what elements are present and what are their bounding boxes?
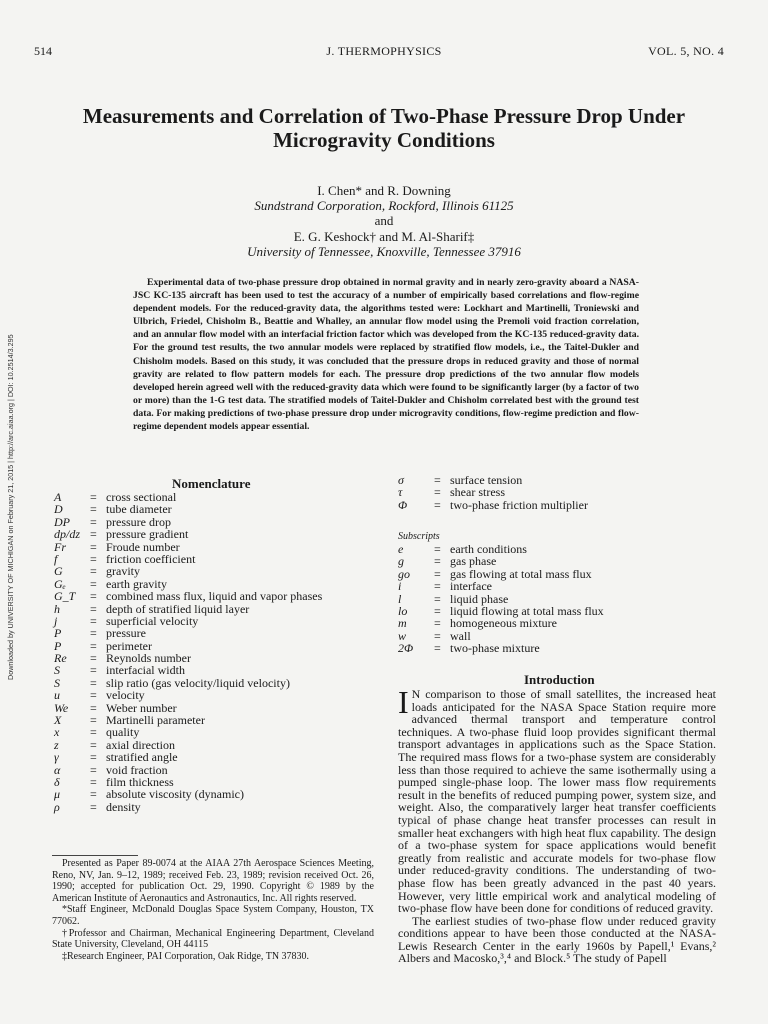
nomenclature-definition: wall (450, 628, 471, 643)
nomenclature-symbol: α (54, 762, 61, 777)
nomenclature-row (398, 486, 738, 498)
nomenclature-definition: Weber number (106, 700, 177, 715)
equals-sign: = (90, 551, 97, 566)
nomenclature-symbol: g (398, 554, 404, 569)
affiliation-1: Sundstrand Corporation, Rockford, Illinois 61125 (254, 198, 514, 213)
nomenclature-row (54, 714, 354, 726)
nomenclature-definition: gravity (106, 564, 140, 579)
affiliation-2: University of Tennessee, Knoxville, Tennessee 37916 (247, 244, 521, 259)
nomenclature-row (54, 640, 354, 652)
nomenclature-row (54, 541, 354, 553)
nomenclature-definition: interface (450, 579, 492, 594)
subscripts-list (398, 543, 738, 655)
nomenclature-symbol: e (398, 542, 404, 556)
nomenclature-row (398, 499, 738, 511)
equals-sign: = (90, 750, 97, 765)
nomenclature-row (54, 739, 354, 751)
volume-number: VOL. 5, NO. 4 (648, 44, 724, 58)
nomenclature-definition: homogeneous mixture (450, 616, 557, 631)
subscripts-heading: Subscripts (398, 531, 440, 542)
nomenclature-definition: pressure drop (106, 514, 171, 529)
nomenclature-symbol: lo (398, 603, 408, 618)
nomenclature-definition: liquid flowing at total mass flux (450, 603, 604, 618)
nomenclature-symbol: G_T (54, 589, 76, 604)
nomenclature-row (398, 580, 738, 592)
nomenclature-list-left (54, 491, 354, 813)
download-sidebar (6, 300, 20, 680)
equals-sign: = (90, 675, 97, 690)
footnote-author-1: *Staff Engineer, McDonald Douglas Space System Company, Houston, TX 77062. (52, 904, 374, 927)
nomenclature-symbol: x (54, 725, 60, 740)
equals-sign: = (434, 542, 441, 556)
nomenclature-symbol: δ (54, 774, 60, 789)
nomenclature-symbol: ρ (54, 799, 60, 814)
nomenclature-definition: axial direction (106, 737, 175, 752)
equals-sign: = (90, 601, 97, 616)
nomenclature-symbol: z (54, 737, 59, 752)
nomenclature-symbol: γ (54, 750, 59, 765)
nomenclature-row (54, 590, 354, 602)
nomenclature-definition: earth conditions (450, 542, 527, 556)
intro-paragraph-1-text: N comparison to those of small satellites, the increased heat loads anticipated for the NASA Space Station require more advanced thermal transport and temperature control techniques. A two-phase fluid loop provides significant thermal transport advantages in applications such as the Space Station. The required mass flows for a two-phase system are considerably less than those required to achieve the same isothermally using a pumped single-phase loop. The lower mass flow requirements result in the benefits of reduced pumping power, system size, and weight. Also, the comparatively larger heat transfer coefficients typical of phase change heat transfer processes can result in smaller heat exchangers with high heat flux capability. The design of a two-phase system for space applications would benefit greatly from realistic and accurate models for two-phase flow under reduced-gravity conditions. The understanding of two-phase flow has been greatly advanced in the past 40 years. However, very little empirical work and analytical modeling of two-phase flow have been done for conditions of reduced gravity. (398, 687, 716, 916)
nomenclature-row (398, 617, 738, 629)
nomenclature-definition: liquid phase (450, 591, 509, 606)
equals-sign: = (434, 603, 441, 618)
abstract: Experimental data of two-phase pressure drop obtained in normal gravity and in nearly zero-gravity aboard a NASA-JSC KC-135 aircraft has been used to test the accuracy of a number of empirically based correlations and flow-regime dependent models. For the reduced-gravity data, the algorithms tested were: Lockhart and Martinelli, Troniewski and Ulbrich, Friedel, Chisholm B., Beattie and Whalley, an annular flow model using the Premoli void fraction correlation, and an annular flow model with an interfacial friction factor which was developed from the KC-135 reduced-gravity data. For the ground test results, the two annular models were replaced by stratified flow models, i.e., the Taitel-Dukler and Chisholm models. Based on this study, it was concluded that the pressure drops in reduced gravity and those of normal gravity are related to flow pattern models for each. The pressure drop predictions of the two annular flow models developed herein agreed well with the reduced-gravity data which were found to be significantly larger (by a factor of two or more) than the 1-G test data. The stratified models of Taitel-Dukler and Chisholm correlated best with the ground test data. For making predictions of two-phase pressure drop under microgravity conditions, flow-regime prediction and flow-regime dependent models appear essential. (133, 277, 639, 433)
authors-line-1: I. Chen* and R. Downing (317, 183, 451, 198)
nomenclature-symbol: f (54, 551, 58, 566)
nomenclature-symbol: u (54, 688, 60, 703)
nomenclature-definition: Martinelli parameter (106, 713, 205, 728)
nomenclature-definition: two-phase mixture (450, 641, 540, 656)
nomenclature-definition: shear stress (450, 485, 505, 500)
nomenclature-definition: depth of stratified liquid layer (106, 601, 250, 616)
equals-sign: = (90, 688, 97, 703)
nomenclature-definition: combined mass flux, liquid and vapor phases (106, 589, 323, 604)
footnotes (52, 858, 374, 962)
nomenclature-definition: two-phase friction multiplier (450, 497, 588, 512)
nomenclature-row (54, 652, 354, 664)
nomenclature-symbol: Gₑ (54, 576, 66, 591)
equals-sign: = (434, 554, 441, 569)
introduction-body (398, 684, 716, 966)
nomenclature-definition: Reynolds number (106, 651, 191, 666)
nomenclature-symbol: dp/dz (54, 527, 81, 542)
nomenclature-definition: pressure gradient (106, 527, 189, 542)
equals-sign: = (90, 638, 97, 653)
nomenclature-row (398, 630, 738, 642)
nomenclature-row (54, 516, 354, 528)
equals-sign: = (90, 700, 97, 715)
nomenclature-row (54, 491, 354, 503)
equals-sign: = (434, 485, 441, 500)
nomenclature-symbol: A (54, 490, 62, 504)
equals-sign: = (90, 713, 97, 728)
nomenclature-row (54, 615, 354, 627)
equals-sign: = (90, 725, 97, 740)
page-number: 514 (34, 44, 52, 58)
nomenclature-symbol: We (54, 700, 69, 715)
nomenclature-definition: cross sectional (106, 490, 177, 504)
equals-sign: = (90, 527, 97, 542)
equals-sign: = (90, 626, 97, 641)
introduction-heading: Introduction (524, 672, 595, 687)
nomenclature-definition: surface tension (450, 473, 523, 487)
equals-sign: = (90, 799, 97, 814)
nomenclature-symbol: S (54, 663, 60, 678)
download-notice: Downloaded by UNIVERSITY OF MICHIGAN on February 21, 2015 | http://arc.aiaa.org | DOI: 10.2514/3.295 (6, 334, 15, 680)
nomenclature-row (54, 528, 354, 540)
nomenclature-list-right (398, 474, 738, 511)
nomenclature-symbol: σ (398, 473, 404, 487)
nomenclature-definition: interfacial width (106, 663, 185, 678)
nomenclature-row (54, 603, 354, 615)
equals-sign: = (90, 514, 97, 529)
equals-sign: = (90, 564, 97, 579)
nomenclature-symbol: D (54, 502, 63, 517)
equals-sign: = (90, 576, 97, 591)
equals-sign: = (90, 539, 97, 554)
footnote-author-3: ‡Research Engineer, PAI Corporation, Oak Ridge, TN 37830. (62, 950, 310, 962)
equals-sign: = (90, 589, 97, 604)
nomenclature-row (398, 474, 738, 486)
equals-sign: = (90, 787, 97, 802)
authors-and: and (374, 213, 394, 228)
nomenclature-row (54, 751, 354, 763)
nomenclature-definition: quality (106, 725, 140, 740)
nomenclature-symbol: X (54, 713, 62, 728)
equals-sign: = (434, 616, 441, 631)
nomenclature-row (54, 565, 354, 577)
nomenclature-definition: gas phase (450, 554, 497, 569)
nomenclature-definition: pressure (106, 626, 146, 641)
nomenclature-definition: gas flowing at total mass flux (450, 566, 592, 581)
nomenclature-symbol: go (398, 566, 410, 581)
nomenclature-row (398, 605, 738, 617)
nomenclature-row (54, 801, 354, 813)
nomenclature-row (54, 788, 354, 800)
nomenclature-definition: void fraction (106, 762, 168, 777)
equals-sign: = (90, 490, 97, 504)
nomenclature-definition: slip ratio (gas velocity/liquid velocity) (106, 675, 290, 690)
equals-sign: = (434, 628, 441, 643)
nomenclature-symbol: DP (54, 514, 70, 529)
equals-sign: = (434, 497, 441, 512)
equals-sign: = (90, 737, 97, 752)
nomenclature-definition: perimeter (106, 638, 152, 653)
nomenclature-symbol: j (54, 613, 58, 628)
intro-paragraph-1 (398, 684, 716, 916)
equals-sign: = (90, 651, 97, 666)
nomenclature-row (54, 677, 354, 689)
nomenclature-symbol: Fr (54, 539, 66, 554)
nomenclature-definition: Froude number (106, 539, 180, 554)
footnote-rule (52, 855, 138, 856)
nomenclature-symbol: 2Φ (398, 641, 414, 656)
nomenclature-heading: Nomenclature (172, 476, 251, 491)
nomenclature-symbol: μ (54, 787, 61, 802)
equals-sign: = (90, 502, 97, 517)
equals-sign: = (90, 663, 97, 678)
footnote-author-2: †Professor and Chairman, Mechanical Engineering Department, Cleveland State University, Cleveland, OH 44115 (52, 927, 374, 951)
nomenclature-row (398, 642, 738, 654)
equals-sign: = (90, 762, 97, 777)
nomenclature-symbol: m (398, 616, 407, 631)
nomenclature-row (398, 555, 738, 567)
nomenclature-symbol: h (54, 601, 60, 616)
nomenclature-definition: earth gravity (106, 576, 167, 591)
journal-name: J. THERMOPHYSICS (326, 44, 442, 58)
nomenclature-row (54, 664, 354, 676)
nomenclature-symbol: P (54, 626, 62, 641)
nomenclature-row (54, 503, 354, 515)
nomenclature-symbol: τ (398, 485, 403, 500)
equals-sign: = (90, 774, 97, 789)
footnote-presented: Presented as Paper 89-0074 at the AIAA 27th Aerospace Sciences Meeting, Reno, NV, Jan. 9–12, 1989; received Feb. 23, 1989; revision received Oct. 26, 1990; accepted for publication Oct. 29, 1990. Copyright © 1989 by the American Institute of Aeronautics and Astronautics, Inc. All rights reserved. (52, 858, 374, 904)
nomenclature-definition: density (106, 799, 141, 814)
drop-cap: I (398, 684, 409, 720)
nomenclature-definition: superficial velocity (106, 613, 199, 628)
nomenclature-symbol: Φ (398, 497, 408, 512)
equals-sign: = (90, 613, 97, 628)
nomenclature-symbol: w (398, 628, 407, 643)
nomenclature-row (398, 543, 738, 555)
nomenclature-symbol: i (398, 579, 402, 594)
nomenclature-row (54, 764, 354, 776)
nomenclature-symbol: l (398, 591, 402, 606)
equals-sign: = (434, 473, 441, 487)
nomenclature-row (54, 627, 354, 639)
nomenclature-definition: stratified angle (106, 750, 178, 765)
nomenclature-row (54, 553, 354, 565)
nomenclature-definition: friction coefficient (106, 551, 196, 566)
article-title: Measurements and Correlation of Two-Phase Pressure Drop Under Microgravity Conditions (82, 104, 686, 152)
nomenclature-symbol: Re (54, 651, 67, 666)
nomenclature-symbol: P (54, 638, 62, 653)
nomenclature-definition: film thickness (106, 774, 174, 789)
equals-sign: = (434, 566, 441, 581)
authors-line-2: E. G. Keshock† and M. Al-Sharif‡ (293, 229, 475, 244)
equals-sign: = (434, 591, 441, 606)
nomenclature-row (54, 689, 354, 701)
equals-sign: = (434, 641, 441, 656)
nomenclature-symbol: G (54, 564, 63, 579)
nomenclature-row (398, 568, 738, 580)
nomenclature-row (54, 726, 354, 738)
nomenclature-definition: absolute viscosity (dynamic) (106, 787, 244, 802)
nomenclature-definition: velocity (106, 688, 145, 703)
intro-paragraph-2: The earliest studies of two-phase flow under reduced gravity conditions appear to have been those conducted at the NASA-Lewis Research Center in the early 1960s by Papell,¹ Evans,² Albers and Macosko,³,⁴ and Block.⁵ The study of Papell (398, 913, 716, 966)
nomenclature-symbol: S (54, 675, 60, 690)
nomenclature-definition: tube diameter (106, 502, 172, 517)
equals-sign: = (434, 579, 441, 594)
